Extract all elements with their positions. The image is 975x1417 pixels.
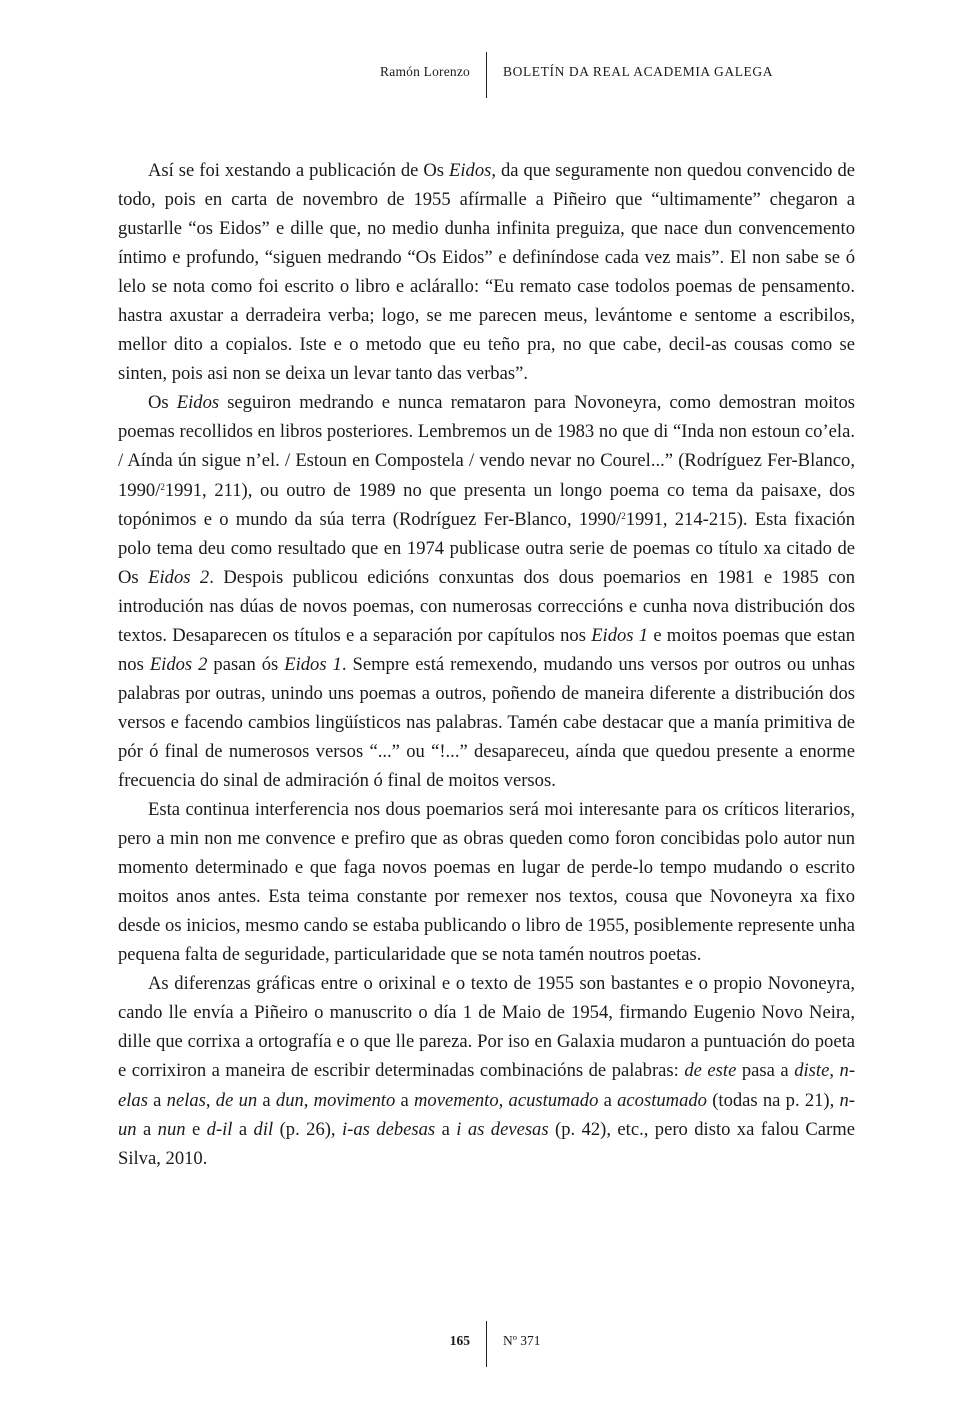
italic-text: d-il [206, 1118, 233, 1140]
text-run: . Sempre está remexendo, mudando uns versos por outros ou unhas palabras por outras, unindo uns poemas a outros, poñendo de maneira diferente a distribución dos versos e facendo cambios lingüísticos nas palabras. Tamén cabe destacar que a manía primitiva de pór ó final de numerosos versos “...” ou “!...” desapareceu, aínda que quedou presente a enorme frecuencia do sinal de admiración ó final de moitos versos. [118, 653, 855, 791]
text-run: . Despois publicou edicións conxuntas dos dous poemarios en 1981 e 1985 con introdución nas dúas de novos poemas, con numerosas correccións e cunha nova distribución dos textos. Desaparecen os títulos e a separación por capítulos nos [118, 566, 856, 646]
text-run: Os [148, 392, 177, 414]
italic-text: Eidos [449, 160, 492, 181]
text-run: pasa a [736, 1060, 795, 1082]
text-run: a [598, 1089, 618, 1111]
paragraph [118, 388, 855, 795]
text-run: 1991, 214-215). Esta fixación polo tema deu como resultado que en 1974 publicase outra serie de poemas co título xa citado de Os [118, 508, 855, 588]
text-run: a [257, 1089, 276, 1111]
text-run: pasan ós [207, 653, 285, 675]
italic-text: acustumado [508, 1089, 599, 1111]
text-run: , da que seguramente non quedou convencido de todo, pois en carta de novembro de 1955 afírmalle a Piñeiro que “ultimamente” chegaron a gustarlle “os Eidos” e dille que, no medio dunha infinita preguiza, que nace dun convencemento íntimo e profundo, “siguen medrando “Os Eidos” e definíndose cada vez mais”. El non sabe se ó lelo se nota como foi escrito o libro e aclárallo: “Eu remato case todolos poemas de pensamento. hastra axustar a derradeira verba; logo, se me parecen meus, levántome e sentome a escribilos, mellor dito a copialos. Iste e o metodo que eu teño pra, no que cabe, decil-as cousas como se sinten, pois asi non se deixa un levar tanto das verbas”. [118, 160, 855, 385]
text-run: (p. 42), etc., pero disto xa falou Carme Silva, 2010. [118, 1118, 855, 1169]
text-run: e [185, 1118, 207, 1140]
text-run: Así se foi xestando a publicación de Os [148, 160, 449, 181]
italic-text: Eidos 2 [149, 653, 208, 675]
text-run: a [395, 1089, 414, 1111]
issue-number: Nº 371 [503, 1333, 541, 1348]
text-run: a [435, 1118, 457, 1140]
italic-text: Eidos 1 [284, 653, 342, 675]
running-footer [0, 1321, 975, 1369]
italic-text: movimento [313, 1089, 396, 1111]
italic-text: de este [684, 1060, 737, 1082]
running-header [0, 52, 975, 100]
article-body [118, 156, 855, 1173]
text-run: , [303, 1089, 314, 1111]
text-run: As diferenzas gráficas entre o orixinal e o texto de 1955 son bastantes e o propio Novoneyra, cando lle envía a Piñeiro o manuscrito o día 1 de Maio de 1954, firmando Eugenio Novo Neira, dille que corrixa a ortografía e o que lle pareza. Por iso en Galaxia mudaron a puntuación do poeta e corrixiron a maneira de escribir determinadas combinacións de palabras: [118, 973, 855, 1082]
text-run: , [205, 1089, 216, 1111]
text-run: seguiron medrando e nunca remataron para Novoneyra, como demostran moitos poemas recollidos en libros posteriores. Lembremos un de 1983 no que di “Inda non estoun co’ela. / Aínda ún sigue n’el. / Estoun en Compostela / vendo nevar no Courel...” (Rodríguez Fer-Blanco, 1990/ [118, 392, 855, 501]
italic-text: Eidos 1 [591, 624, 649, 646]
footer-divider [486, 1321, 487, 1367]
italic-text: i-as debesas [342, 1118, 436, 1140]
header-divider [486, 52, 487, 98]
italic-text: de un [215, 1089, 258, 1111]
italic-text: Eidos 2 [148, 566, 210, 588]
superscript: 2 [621, 510, 626, 521]
italic-text: diste [794, 1060, 830, 1082]
italic-text: nun [157, 1118, 186, 1140]
page-number: 165 [449, 1333, 470, 1348]
header-author: Ramón Lorenzo [380, 64, 470, 79]
header-journal-title: BOLETÍN DA REAL ACADEMIA GALEGA [503, 64, 774, 79]
paragraph [118, 156, 855, 388]
paragraph [118, 969, 855, 1172]
italic-text: dun [275, 1089, 304, 1111]
italic-text: nelas [166, 1089, 206, 1111]
text-run: a [232, 1118, 254, 1140]
text-run: 1991, 211), ou outro de 1989 no que presenta un longo poema co tema da paisaxe, dos topónimos e o mundo da súa terra (Rodríguez Fer-Blanco, 1990/ [118, 479, 855, 530]
text-run: a [147, 1089, 167, 1111]
text-run: (todas na p. 21), [706, 1089, 840, 1111]
italic-text: n-un [118, 1089, 855, 1140]
italic-text: dil [253, 1118, 274, 1140]
italic-text: movemento [413, 1089, 499, 1111]
italic-text: i as devesas [456, 1118, 549, 1140]
text-run: a [136, 1118, 158, 1140]
text-run: Esta continua interferencia nos dous poemarios será moi interesante para os críticos literarios, pero a min non me convence e prefiro que as obras queden como foron concibidas polo autor nun momento determinado e que faga novos poemas en lugar de perde-lo tempo mudando o escrito moitos anos antes. Esta teima constante por remexer nos textos, cousa que Novoneyra xa fixo desde os inicios, mesmo cando se estaba publicando o libro de 1955, posiblemente represente unha pequena falta de seguridade, particularidade que se nota tamén noutros poetas. [118, 799, 855, 966]
italic-text: n-elas [118, 1060, 856, 1111]
italic-text: acostumado [617, 1089, 707, 1111]
superscript: 2 [160, 481, 165, 492]
italic-text: Eidos [176, 392, 220, 414]
text-run: , [498, 1089, 509, 1111]
paragraph [118, 795, 855, 969]
text-run: (p. 26), [273, 1118, 342, 1140]
text-run: , [829, 1060, 840, 1082]
text-run: e moitos poemas que estan nos [118, 624, 855, 675]
